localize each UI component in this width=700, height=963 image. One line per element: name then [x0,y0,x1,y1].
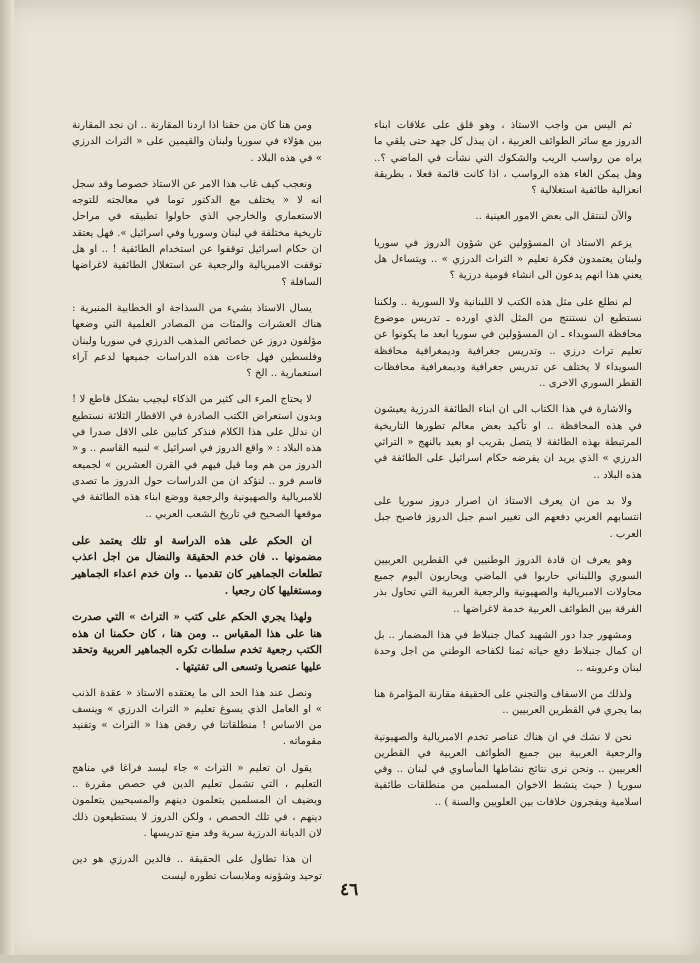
article-paragraph: ولا بد من ان يعرف الاستاذ ان اصرار دروز سوريا على انتسابهم العربي دفعهم الى تغيير اسم جبل الدروز فاصبح جبل العرب . [374,495,642,540]
article-paragraph: والآن لننتقل الى بعض الامور العينية .. [475,211,632,223]
article-paragraph: ونعجب كيف غاب هذا الامر عن الاستاذ خصوصا وقد سجل انه لا « يختلف مع الدكتور توما في معالجته للتوجه الاستعماري والخارجي الذي حاولوا تطبيقه في مراحل تاريخية مختلفة في لبنان وسوريا وفي اسرائيل ». فهل يعتقد ان حكام اسرائيل توقفوا عن استخدام الطائفية ! .. او هل توقفت الامبريالية والرجعية عن استغلال الطائفية لاغراضها السافلة ؟ [72,178,322,288]
article-paragraph: ولهذا يجري الحكم على كتب « التراث » التي صدرت هنا على هذا المقياس .. ومن هنا ، كان حكمنا ان هذه الكتب رجعية تخدم سلطات تكره الجماهير العربية وتحقد عليها عنصريا وتسعى الى تفتيتها . [72,611,322,673]
article-paragraph: وهو يعرف ان قادة الدروز الوطنيين في القطرين العربيين السوري واللبناني حاربوا في الماضي ويحاربون اليوم جميع محاولات الامبريالية والصهيونية والرجعية العربية التي تحاول بذر الفرقة بين الطوائف العربية خدمة لاغراضها .. [374,554,642,615]
article-paragraph: ثم اليس من واجب الاستاذ ، وهو قلق على علاقات ابناء الدروز مع سائر الطوائف العربية ، ان يبذل كل جهد حتى يلقي ما يراه من رواسب الريب والشكوك التي نشأت في الماضي ؟.. وهل يمكن الغاء هذه الرواسب ، اذا كانت قائمة فعلا ، بطريقة انعزالية طائفية استغلالية ؟ [374,120,642,197]
article-paragraph: يقول ان تعليم « التراث » جاء ليسد فراغا في مناهج التعليم ، التي تشمل تعليم الدين في حصص مقررة .. ويضيف ان المسلمين يتعلمون دينهم والمسيحيين يتعلمون دينهم ، في تلك الحصص ، ولكن الدروز لا يستطيعون ذلك لان الديانة الدرزية سرية وقد منع تدريسها . [72,762,322,839]
page-binding-shadow [0,0,14,963]
article-paragraph: والاشارة في هذا الكتاب الى ان ابناء الطائفة الدرزية يعيشون في هذه المحافظة .. او تأكيد بعض معالم تطورها التاريخية المرتبطة بهذه الطائفة لا يتصل بقريب او بعيد بالنهج « التراثي الدرزي » الذي يريد ان يفرضه حكام اسرائيل على الطائفة في هذه البلاد .. [374,404,642,481]
article-paragraph: نحن لا نشك في ان هناك عناصر تخدم الامبريالية والصهيونية والرجعية العربية بين جميع الطوائف العربية في القطرين العربيين .. ونحن نرى نتائج نشاطها المأساوي في لبنان .. وفي سوريا ( حيث ينشط الاخوان المسلمين من منطلقات طائفية اسلامية ويفجرون خلافات بين العلويين والسنة ) .. [374,731,642,808]
page-bottom-edge [0,955,700,963]
article-paragraph: لم نطلع على مثل هذه الكتب لا اللبنانية ولا السورية .. ولكننا نستطيع ان نستنتج من المثل الذي اورده ـ تدريس موضوع محافظة السويداء ـ ان المسؤولين في سوريا ابعد ما يكونوا عن تعليم تراث درزي .. وتدريس جغرافية وديمغرافية محافظة السويداء لا يختلف عن تدريس جغرافية وديمغرافية محافظات القطر السوري الاخرى .. [374,296,642,390]
article-paragraph: ولذلك من الاسفاف والتجني على الحقيقة مقارنة المؤامرة هنا بما يجري في القطرين العربيين .. [374,688,642,717]
article-paragraph: يزعم الاستاذ ان المسؤولين عن شؤون الدروز في سوريا ولبنان يعتمدون فكرة تعليم « التراث الدرزي » .. ويتساءل هل يعني هذا انهم يدعون الى انشاء قومية درزية ؟ [374,237,642,282]
article-paragraph: ان هذا تطاول على الحقيقة .. فالدين الدرزي هو دين توحيد وشؤونه وملابسات تطوره ليست [72,854,322,882]
article-paragraph: يسال الاستاذ بشيء من السذاجة او الخطابية المنبرية : هناك العشرات والمئات من المصادر العلمية التي وضعها مؤلفون دروز عن خصائص المذهب الدرزي في سوريا ولبنان وفلسطين فهل جاءت هذه الدراسات جميعها لدعم آراء استعمارية .. الخ ؟ [72,302,322,380]
page-number: ٤٦ [340,880,359,900]
article-paragraph: ومشهور جدا دور الشهيد كمال جنبلاط في هذا المضمار .. بل ان كمال جنبلاط دفع حياته ثمنا لكفاحه الوطني من اجل وحدة لبنان وعروبته .. [374,630,642,674]
article-paragraph: ومن هنا كان من حقنا اذا اردنا المقارنة .. ان نجد المقارنة بين هؤلاء في سوريا ولبنان والقيمين على « التراث الدرزي » في هذه البلاد . [72,120,322,164]
article-column-right [374,118,642,821]
article-column-left [72,118,322,895]
article-paragraph: ونصل عند هذا الحد الى ما يعتقده الاستاذ « عقدة الذنب » او العامل الذي يسوغ تعليم « التراث الدرزي » وينسف من الاساس ! منطلقاتنا في رفض هذا « التراث » وتفنيد مقوماته . [72,687,322,748]
article-paragraph: ان الحكم على هذه الدراسة او تلك يعتمد على مضمونها .. فان خدم الحقيقة والنضال من اجل اعذب تطلعات الجماهير كان تقدميا .. وان خدم اعداء الجماهير ومستغليها كان رجعيا . [72,534,322,597]
article-paragraph: لا يحتاج المرء الى كثير من الذكاء ليجيب بشكل قاطع لا ! وبدون استعراض الكتب الصادرة في الاقطار الثلاثة نستطيع ان ندلل على هذا الكلام فنذكر كتابين على الاقل صدرا في هذه البلاد : « واقع الدروز في اسرائيل » لنبيه القاسم .. و « الدروز من هم وما قيل فيهم في القرن العشرين » لجميعه قاسم فرو .. لنؤكد ان من الدراسات حول الدروز ما تصدى للامبريالية والصهيونية والرجعية ووضع ابناء هذه الطائفة في موقعها الصحيح في تاريخ الشعب العربي .. [72,394,322,520]
